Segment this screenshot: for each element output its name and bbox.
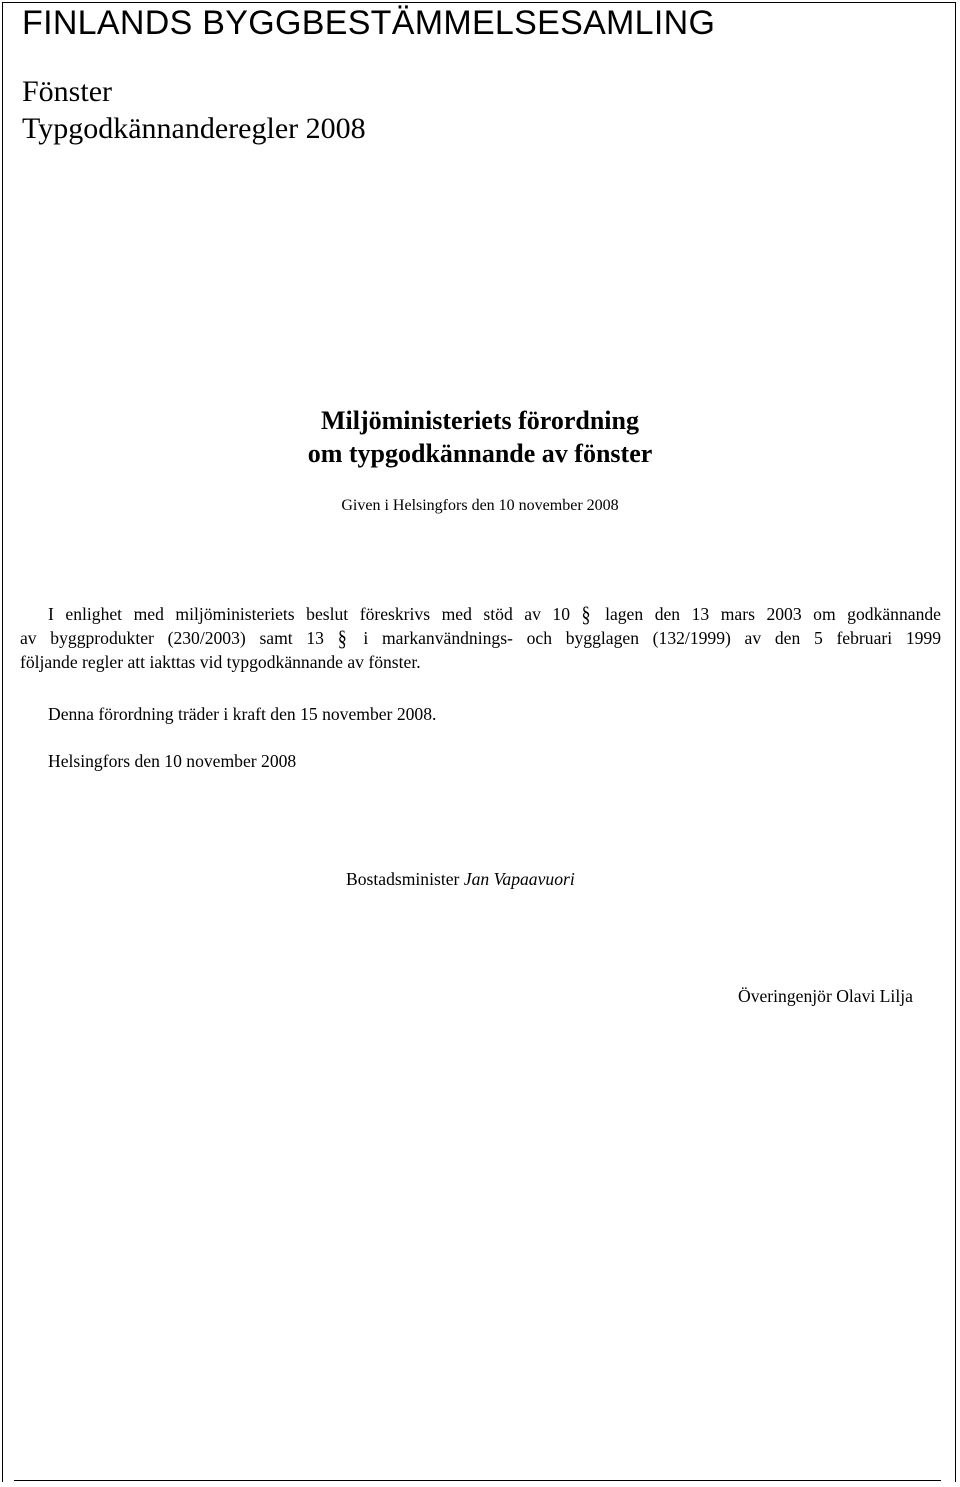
engineer-signature: Överingenjör Olavi Lilja (738, 986, 913, 1006)
decree-title (0, 404, 960, 470)
entry-into-force: Denna förordning träder i kraft den 15 november 2008. (48, 704, 437, 724)
preamble-line-1-part-a: I enlighet med miljöministeriets beslut föreskrivs med stöd av 10 (48, 604, 570, 624)
minister-signature (346, 869, 575, 890)
preamble-line-3: följande regler att iakttas vid typgodkännande av fönster. (20, 652, 421, 672)
preamble-paragraph (20, 602, 941, 674)
document-title-line-2: Typgodkännanderegler 2008 (22, 112, 366, 145)
decree-title-line-1: Miljöministeriets förordning (321, 406, 639, 435)
preamble-line-2 (20, 626, 941, 650)
given-date-line: Given i Helsingfors den 10 november 2008 (341, 497, 619, 514)
series-title: FINLANDS BYGGBESTÄMMELSESAMLING (22, 4, 716, 42)
minister-name: Jan Vapaavuori (463, 869, 575, 889)
document-title-line-1: Fönster (22, 75, 112, 108)
place-and-date: Helsingfors den 10 november 2008 (48, 751, 297, 771)
section-sign-icon: § (337, 625, 347, 651)
preamble-line-2-part-a: av byggprodukter (230/2003) samt 13 (20, 628, 324, 648)
page-frame (2, 2, 956, 1482)
preamble-line-1-part-b: lagen den 13 mars 2003 om godkännande (605, 604, 941, 624)
section-sign-icon: § (581, 601, 591, 627)
minister-role: Bostadsminister (346, 869, 460, 889)
preamble-line-2-part-b: i markanvändnings- och bygglagen (132/1999) av den 5 februari 1999 (363, 628, 942, 648)
decree-title-line-2: om typgodkännande av fönster (307, 439, 653, 468)
bottom-rule (14, 1480, 941, 1481)
preamble-line-1 (20, 602, 941, 626)
document-title (22, 73, 366, 147)
